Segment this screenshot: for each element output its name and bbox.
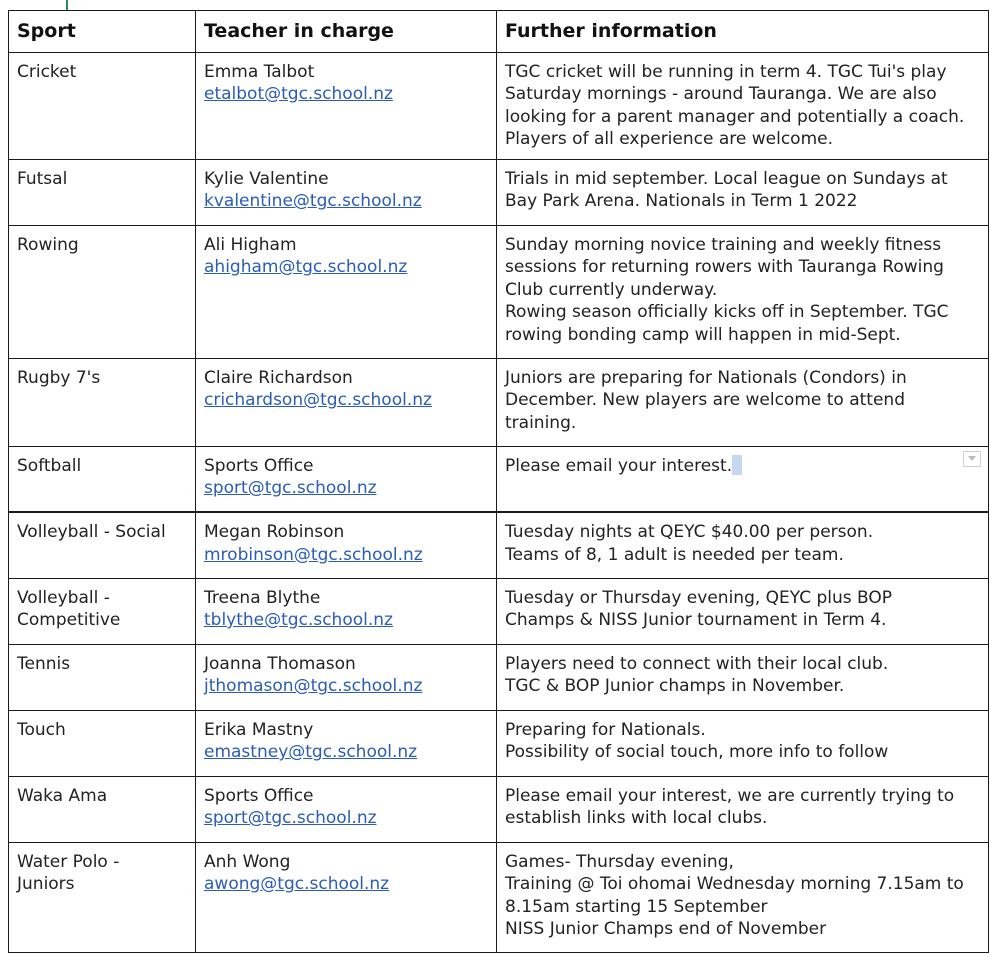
teacher-email-link[interactable]: kvalentine@tgc.school.nz [204,191,422,211]
sport-name: Waka Ama [17,785,108,806]
info-line: Sunday morning novice training and weekly fitness [505,234,942,255]
sport-name: Cricket [17,61,77,82]
sport-cell [9,776,196,842]
sport-name: Futsal [17,168,68,189]
teacher-cell [196,358,497,446]
sport-cell [9,578,196,644]
info-line: Training @ Toi ohomai Wednesday morning 7.15am to [505,874,964,894]
teacher-cell [196,225,497,358]
sport-name: Water Polo - [17,851,120,872]
info-cell [497,512,989,578]
teacher-cell [196,159,497,225]
info-line: Champs & NISS Junior tournament in Term 4. [505,610,887,630]
info-line: 8.15am starting 15 September [505,896,768,917]
header-row [9,11,989,53]
sport-cell [9,710,196,776]
teacher-email-link[interactable]: ahigham@tgc.school.nz [204,257,408,277]
sport-name: Rugby 7's [17,367,101,388]
table-row [9,358,989,446]
sport-cell [9,512,196,578]
header-info: Further information [497,11,989,53]
table-row [9,776,989,842]
teacher-name: Sports Office [204,455,314,476]
teacher-email-link[interactable]: awong@tgc.school.nz [204,874,390,894]
info-line: Trials in mid september. Local league on Sundays at [505,168,948,189]
sport-cell [9,358,196,446]
info-line: Rowing season officially kicks off in September. TGC [505,302,949,322]
sport-cell [9,52,196,159]
teacher-name: Emma Talbot [204,61,315,82]
sport-cell [9,644,196,710]
info-line: Tuesday or Thursday evening, QEYC plus BOP [505,587,893,608]
teacher-email-link[interactable]: etalbot@tgc.school.nz [204,84,393,104]
teacher-cell [196,710,497,776]
info-line-wrapper [505,455,980,478]
info-line: looking for a parent manager and potentially a coach. [505,106,965,127]
sport-cell [9,159,196,225]
sport-name: Touch [17,719,66,740]
info-line: Juniors are preparing for Nationals (Condors) in [505,367,907,388]
info-line: Saturday mornings - around Tauranga. We are also [505,84,937,104]
teacher-email-link[interactable]: sport@tgc.school.nz [204,808,377,828]
info-line: NISS Junior Champs end of November [505,919,827,939]
teacher-cell [196,446,497,512]
info-cell [497,446,989,512]
teacher-name: Anh Wong [204,851,291,872]
teacher-name: Kylie Valentine [204,168,329,189]
teacher-cell [196,776,497,842]
teacher-cell [196,52,497,159]
table-row [9,644,989,710]
info-line: Possibility of social touch, more info to follow [505,742,889,762]
teacher-name: Ali Higham [204,234,297,255]
text-selection-highlight [732,455,742,475]
sport-name: Rowing [17,234,79,255]
info-line: establish links with local clubs. [505,808,768,828]
teacher-name: Joanna Thomason [204,653,356,674]
info-line: sessions for returning rowers with Tauranga Rowing [505,257,944,277]
teacher-name: Erika Mastny [204,719,314,740]
info-cell [497,358,989,446]
info-line: Please email your interest. [505,455,733,476]
info-line: TGC & BOP Junior champs in November. [505,676,845,696]
sport-cell [9,446,196,512]
teacher-cell [196,512,497,578]
info-cell [497,159,989,225]
table-row [9,52,989,159]
sport-name: Tennis [17,653,71,674]
header-sport: Sport [9,11,196,53]
info-cell [497,52,989,159]
info-line: rowing bonding camp will happen in mid-Sept. [505,324,901,345]
info-cell [497,578,989,644]
teacher-name: Claire Richardson [204,367,353,388]
sport-name: Volleyball - Social [17,522,166,542]
info-cell [497,842,989,952]
info-cell [497,710,989,776]
info-line: December. New players are welcome to attend [505,390,905,410]
info-cell [497,225,989,358]
table-body [9,52,989,952]
info-line: Tuesday nights at QEYC $40.00 per person. [505,522,874,542]
info-line: Club currently underway. [505,279,718,300]
sport-cell [9,225,196,358]
info-line: Players need to connect with their local club. [505,653,889,674]
teacher-cell [196,578,497,644]
info-line: TGC cricket will be running in term 4. TGC Tui's play [505,61,947,82]
teacher-cell [196,644,497,710]
info-line: Please email your interest, we are currently trying to [505,785,955,806]
sport-name: Competitive [17,610,121,630]
teacher-email-link[interactable]: mrobinson@tgc.school.nz [204,544,423,565]
table-row [9,842,989,952]
info-cell [497,644,989,710]
table-row [9,225,989,358]
info-line: training. [505,412,577,433]
info-line: Bay Park Arena. Nationals in Term 1 2022 [505,191,858,211]
table-row [9,578,989,644]
teacher-name: Treena Blythe [204,587,321,608]
teacher-cell [196,842,497,952]
sport-cell [9,842,196,952]
table-row [9,446,989,512]
cell-dropdown-icon[interactable] [963,451,981,467]
info-line: Players of all experience are welcome. [505,129,833,149]
teacher-email-link[interactable]: tblythe@tgc.school.nz [204,610,393,630]
info-cell [497,776,989,842]
teacher-email-link[interactable]: emastney@tgc.school.nz [204,742,418,762]
sport-name: Volleyball - [17,587,110,608]
info-line: Games- Thursday evening, [505,851,734,872]
table-row [9,512,989,578]
header-teacher: Teacher in charge [196,11,497,53]
teacher-name: Megan Robinson [204,522,345,542]
text-cursor-marker [66,0,68,10]
sports-table [8,10,989,953]
info-line: Preparing for Nationals. [505,719,706,740]
table-row [9,710,989,776]
teacher-email-link[interactable]: sport@tgc.school.nz [204,478,377,498]
teacher-name: Sports Office [204,785,314,806]
info-line: Teams of 8, 1 adult is needed per team. [505,544,844,565]
table-row [9,159,989,225]
teacher-email-link[interactable]: crichardson@tgc.school.nz [204,390,432,410]
sport-name: Softball [17,455,82,476]
teacher-email-link[interactable]: jthomason@tgc.school.nz [204,676,423,696]
sport-name: Juniors [17,874,75,894]
